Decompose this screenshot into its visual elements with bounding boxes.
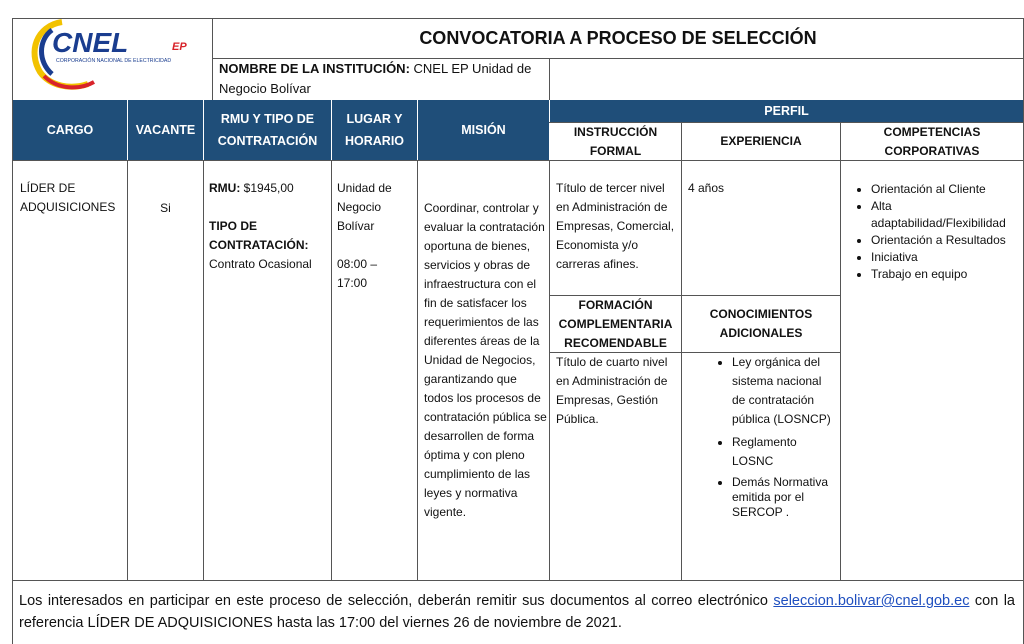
header-mision: MISIÓN xyxy=(418,100,549,160)
conocimiento-item: • Ley orgánica del sistema nacional de contratación pública (LOSNCP) xyxy=(732,353,836,429)
horario-value: 08:00 – 17:00 xyxy=(337,257,378,290)
formacion-value: Título de cuarto nivel en Administración de Empresas, Gestión Pública. xyxy=(556,355,668,426)
competencia-item: • Orientación al Cliente xyxy=(871,181,1021,198)
competencia-item: • Trabajo en equipo xyxy=(871,266,1021,283)
conocimiento-item: • Demás Normativa emitida por el SERCOP . xyxy=(732,475,836,520)
lugar-block xyxy=(337,179,415,293)
header-experiencia: EXPERIENCIA xyxy=(682,123,840,160)
conocimiento-item: • Reglamento LOSNC xyxy=(732,433,836,471)
contact-email-link[interactable]: seleccion.bolivar@cnel.gob.ec xyxy=(773,593,970,609)
footer-text-before: Los interesados en participar en este proceso de selección, deberán remitir sus documentos al correo electrónico xyxy=(19,593,774,609)
header-formacion: FORMACIÓN COMPLEMENTARIA RECOMENDABLE xyxy=(550,296,681,352)
tipo-label: TIPO DE CONTRATACIÓN: xyxy=(209,219,309,252)
competencias-list xyxy=(851,181,1021,283)
footer-text-after: con la referencia LÍDER DE ADQUISICIONES hasta las 17:00 del viernes 26 de noviembre de 2021. xyxy=(19,593,1015,631)
header-competencias: COMPETENCIAS CORPORATIVAS xyxy=(841,123,1023,160)
instruccion-value: Título de tercer nivel en Administración de Empresas, Comercial, Economista y/o carreras afines. xyxy=(556,181,675,271)
logo-tagline: CORPORACIÓN NACIONAL DE ELECTRICIDAD xyxy=(56,58,172,64)
lugar-value: Unidad de Negocio Bolívar xyxy=(337,181,392,233)
institution-name xyxy=(219,59,545,100)
mision-value: Coordinar, controlar y evaluar la contratación oportuna de bienes, servicios y obras de infraestructura con el fin de satisfacer los requerimientos de las diferentes áreas de la Unidad de Negocios, garantizando que todos los procesos de contratación pública se desarrollen de forma óptima y con pleno cumplimiento de las leyes y normativa vigente. xyxy=(424,201,547,519)
header-perfil: PERFIL xyxy=(550,100,1023,122)
experiencia-value: 4 años xyxy=(688,181,725,195)
footer-note xyxy=(19,590,1015,634)
conocimientos-list xyxy=(712,353,836,520)
header-rmu: RMU Y TIPO DE CONTRATACIÓN xyxy=(204,100,331,160)
rmu-block xyxy=(209,179,329,274)
header-cargo: CARGO xyxy=(13,100,127,160)
logo-brand: CNEL xyxy=(52,27,129,58)
vacante-value: Si xyxy=(160,201,171,215)
header-instruccion: INSTRUCCIÓN FORMAL xyxy=(550,123,681,160)
header-vacante: VACANTE xyxy=(128,100,203,160)
competencia-item: • Iniciativa xyxy=(871,249,1021,266)
competencia-item: • Alta adaptabilidad/Flexibilidad xyxy=(871,198,1021,232)
rmu-label: RMU: xyxy=(209,181,241,195)
competencia-item: • Orientación a Resultados xyxy=(871,232,1021,249)
institution-label: NOMBRE DE LA INSTITUCIÓN: xyxy=(219,61,410,76)
header-conocimientos: CONOCIMIENTOS ADICIONALES xyxy=(682,296,840,352)
cargo-value: LÍDER DE ADQUISICIONES xyxy=(20,181,116,214)
cnel-logo-graphic xyxy=(22,16,208,94)
institution-value: CNEL EP Unidad de Negocio Bolívar xyxy=(219,61,532,96)
rmu-value: $1945,00 xyxy=(243,181,294,195)
tipo-value: Contrato Ocasional xyxy=(209,257,312,271)
logo-suffix: EP xyxy=(172,41,187,53)
cnel-logo xyxy=(22,16,208,94)
header-lugar: LUGAR Y HORARIO xyxy=(332,100,417,160)
document-title: CONVOCATORIA A PROCESO DE SELECCIÓN xyxy=(419,28,817,48)
